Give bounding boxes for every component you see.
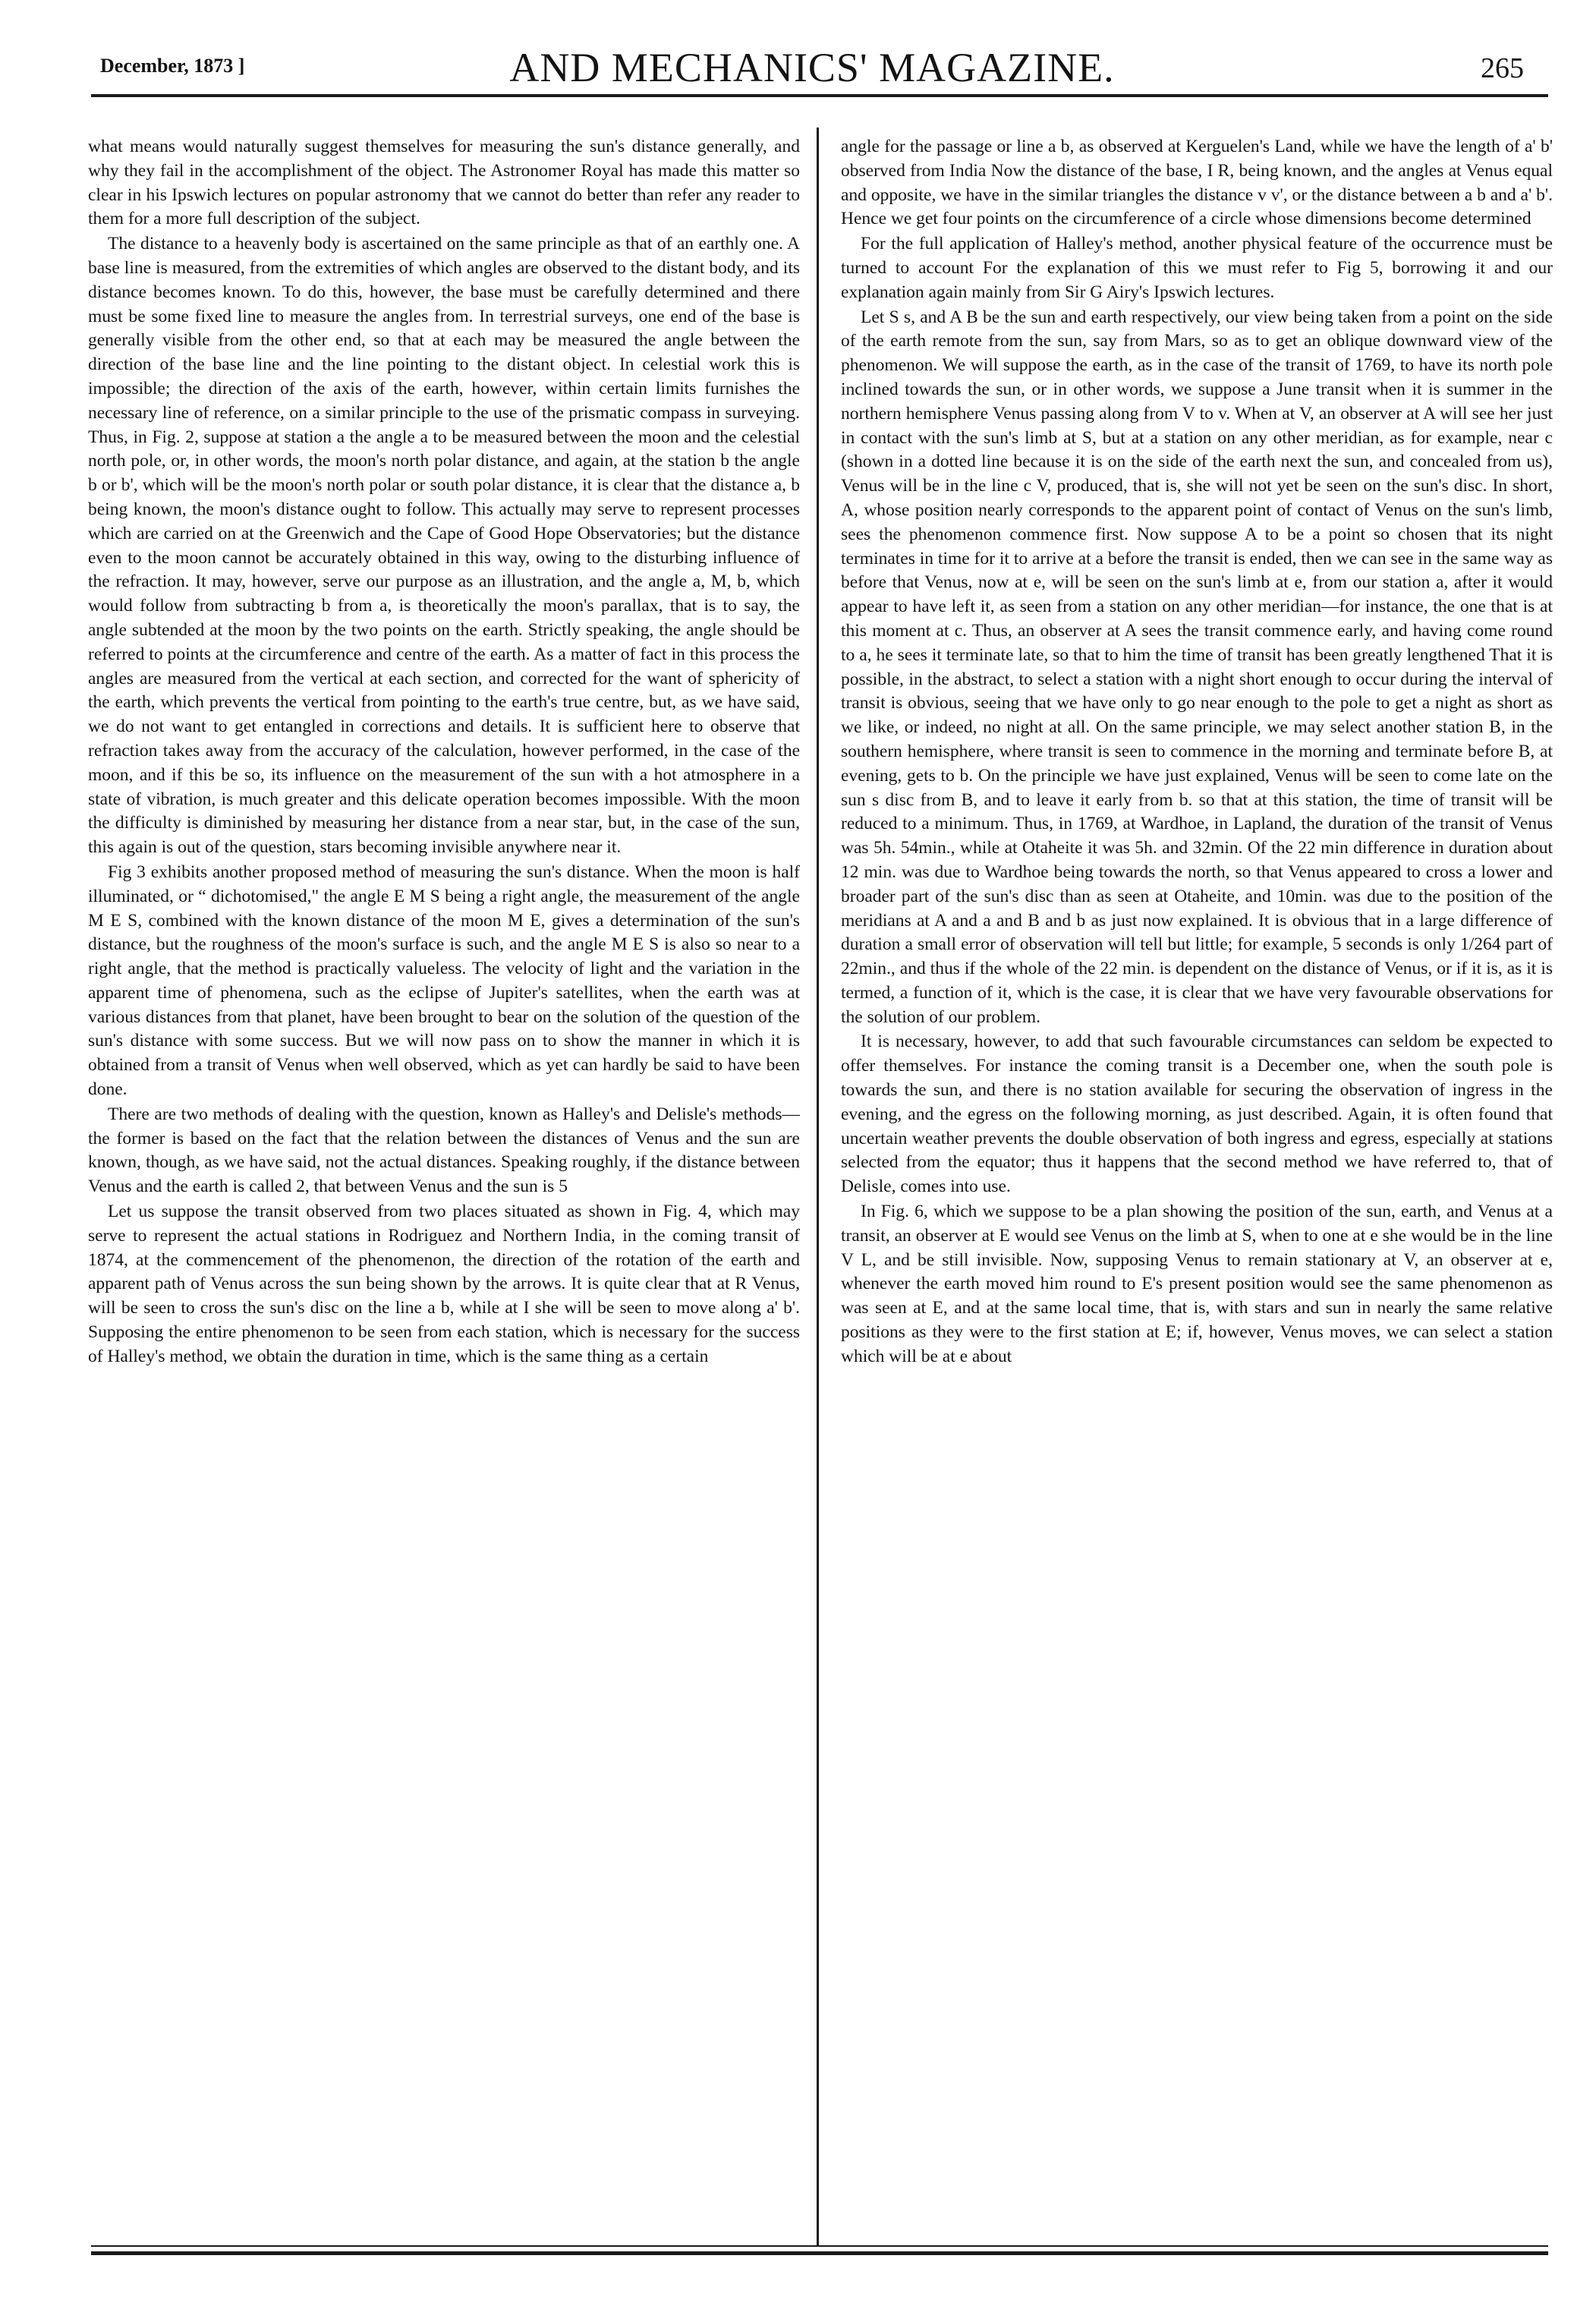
paragraph: It is necessary, however, to add that such favourable circumstances can seldom be expected to offer themselves. For instance the coming transit is a December one, when the south pole is towards the sun, and there is no station available for securing the observation of ingress in the evening, and the egress on the following morning, as just described. Again, it is often found that uncertain weather prevents the double observation of both ingress and egress, especially at stations selected from the equator; thus it happens that the second method we have referred to, that of Delisle, comes into use.	[841, 1032, 1553, 1197]
paragraph: For the full application of Halley's method, another physical feature of the occurrence must be turned to account For the explanation of this we must refer to Fig 5, borrowing it and our explanation again mainly from Sir G Airy's Ipswich lectures.	[841, 234, 1553, 302]
paragraph: Let S s, and A B be the sun and earth respectively, our view being taken from a point on the side of the earth remote from the sun, say from Mars, so as to get an oblique downward view of the phenomenon. We will suppose the earth, as in the case of the transit of 1769, to have its north pole inclined towards the sun, or in other words, we suppose a June transit when it is summer in the northern hemisphere Venus passing along from V to v. When at V, an observer at A will see her just in contact with the sun's limb at S, but at a station on any other meridian, as for example, near c (shown in a dotted line because it is on the side of the earth next the sun, and concealed from us), Venus will be in the line c V, produced, that is, she will not yet be seen on the sun's disc. In short, A, whose position nearly corresponds to the apparent point of contact of Venus on the sun's limb, sees the phenomenon commence first. Now suppose A to be a point so chosen that its night terminates in time for it to arrive at a before the transit is ended, then we can see in the same way as before that Venus, now at e, will be seen on the sun's limb at e, from our station a, after it would appear to have left it, as seen from a station on any other meridian—for instance, the one that is at this moment at c. Thus, an observer at A sees the transit commence early, and having come round to a, he sees it terminate late, so that to him the time of transit has been greatly lengthened That it is possible, in the abstract, to select a station with a night short enough to occur during the interval of transit is obvious, seeing that we have only to go near enough to the pole to get a night as short as we like, or indeed, no night at all. On the same principle, we may select another station B, in the southern hemisphere, where transit is seen to commence in the morning and terminate before B, at evening, gets to b. On the principle we have just explained, Venus will be seen to come late on the sun s disc from B, and to leave it early from b. so that at this station, the time of transit will be reduced to a minimum. Thus, in 1769, at Wardhoe, in Lapland, the duration of the transit of Venus was 5h. 54min., while at Otaheite it was 5h. and 32min. Of the 22 min difference in duration about 12 min. was due to Wardhoe being towards the north, so that Venus appeared to cross a lower and broader part of the sun's disc than as seen at Otaheite, and 10min. was due to the position of the meridians at A and a and B and b as just now explained. It is obvious that in a large difference of duration a small error of observation will tell but little; for example, 5 seconds is only 1/264 part of 22min., and thus if the whole of the 22 min. is dependent on the distance of Venus, or if it is, as it is termed, a function of it, which is the case, it is clear that we have very favourable observations for the solution of our problem.	[841, 307, 1553, 1027]
footer-rule-thick	[91, 2251, 1548, 2255]
page-header	[91, 38, 1533, 91]
header-rule	[91, 94, 1548, 97]
header-title: AND MECHANICS' MAGAZINE.	[509, 45, 1115, 90]
header-page-number: 265	[1481, 52, 1524, 84]
left-column	[88, 135, 800, 2241]
paragraph: what means would naturally suggest themselves for measuring the sun's distance generally, and why they fail in the accomplishment of the object. The Astronomer Royal has made this matter so clear in his Ipswich lectures on popular astronomy that we cannot do better than refer any reader to them for a more full description of the subject.	[88, 137, 800, 229]
footer-rule	[91, 2245, 1548, 2247]
right-column	[841, 135, 1553, 2241]
paragraph: angle for the passage or line a b, as observed at Kerguelen's Land, while we have the length of a' b' observed from India Now the distance of the base, I R, being known, and the angles at Venus equal and opposite, we have in the similar triangles the distance v v', or the distance between a b and a' b'. Hence we get four points on the circumference of a circle whose dimensions become determined	[841, 137, 1553, 229]
paragraph: Fig 3 exhibits another proposed method of measuring the sun's distance. When the moon is half illuminated, or “ dichotomised," the angle E M S being a right angle, the measurement of the angle M E S, combined with the known distance of the moon M E, gives a determination of the sun's distance, but the roughness of the moon's surface is such, and the angle M E S is also so near to a right angle, that the method is practically valueless. The velocity of light and the variation in the apparent time of phenomena, such as the eclipse of Jupiter's satellites, when the earth was at various distances from that planet, have been brought to bear on the solution of the question of the sun's distance with some success. But we will now pass on to show the manner in which it is obtained from a transit of Venus when well observed, which as yet can hardly be said to have been done.	[88, 862, 800, 1100]
paragraph: The distance to a heavenly body is ascertained on the same principle as that of an earthly one. A base line is measured, from the extremities of which angles are observed to the distant body, and its distance becomes known. To do this, however, the base must be carefully determined and there must be some fixed line to measure the angles from. In terrestrial surveys, one end of the base is generally visible from the other end, so that at each may be measured the angle between the direction of the base line and the line pointing to the distant object. In celestial work this is impossible; the direction of the axis of the earth, however, within certain limits furnishes the necessary line of reference, on a similar principle to the use of the prismatic compass in surveying. Thus, in Fig. 2, suppose at station a the angle a to be measured between the moon and the celestial north pole, or, in other words, the moon's north polar distance, and again, at the station b the angle b or b', which will be the moon's north polar or south polar distance, it is clear that the distance a, b being known, the moon's distance ought to follow. This actually may serve to represent processes which are carried on at the Greenwich and the Cape of Good Hope Observatories; but the distance even to the moon cannot be accurately obtained in this way, owing to the disturbing influence of the refraction. It may, however, serve our purpose as an illustration, and the angle a, M, b, which would follow from subtracting b from a, is theoretically the moon's parallax, that is to say, the angle subtended at the moon by the two points on the earth. Strictly speaking, the angle should be referred to points at the circumference and centre of the earth. As a matter of fact in this process the angles are measured from the vertical at each section, and corrected for the want of sphericity of the earth, which prevents the vertical from pointing to the earth's true centre, but, as we have said, we do not want to get entangled in corrections and details. It is sufficient here to observe that refraction takes away from the accuracy of the calculation, however performed, in the case of the moon, and if this be so, its influence on the measurement of the sun with a hot atmosphere in a state of vibration, is much greater and this delicate operation becomes impossible. With the moon the difficulty is diminished by measuring her distance from a near star, but, in the case of the sun, this again is out of the question, stars becoming invisible anywhere near it.	[88, 234, 800, 858]
paragraph: Let us suppose the transit observed from two places situated as shown in Fig. 4, which may serve to represent the actual stations in Rodriguez and Northern India, in the coming transit of 1874, at the commencement of the phenomenon, the direction of the rotation of the earth and apparent path of Venus across the sun being shown by the arrows. It is quite clear that at R Venus, will be seen to cross the sun's disc on the line a b, while at I she will be seen to move along a' b'. Supposing the entire phenomenon to be seen from each station, which is necessary for the success of Halley's method, we obtain the duration in time, which is the same thing as a certain	[88, 1202, 800, 1366]
paragraph: There are two methods of dealing with the question, known as Halley's and Delisle's methods—the former is based on the fact that the relation between the distances of Venus and the sun are known, though, as we have said, not the actual distances. Speaking roughly, if the distance between Venus and the earth is called 2, that between Venus and the sun is 5	[88, 1104, 800, 1197]
paragraph: In Fig. 6, which we suppose to be a plan showing the position of the sun, earth, and Venus at a transit, an observer at E would see Venus on the limb at S, when to one at e she would be in the line V L, and be still invisible. Now, supposing Venus to remain stationary at V, an observer at e, whenever the earth moved him round to E's present position would see the same phenomenon as was seen at E, and at the same local time, that is, with stars and sun in nearly the same relative positions as they were to the first station at E; if, however, Venus moves, we can select a station which will be at e about	[841, 1202, 1553, 1366]
header-date: December, 1873 ]	[100, 55, 245, 77]
column-divider	[817, 128, 819, 2245]
